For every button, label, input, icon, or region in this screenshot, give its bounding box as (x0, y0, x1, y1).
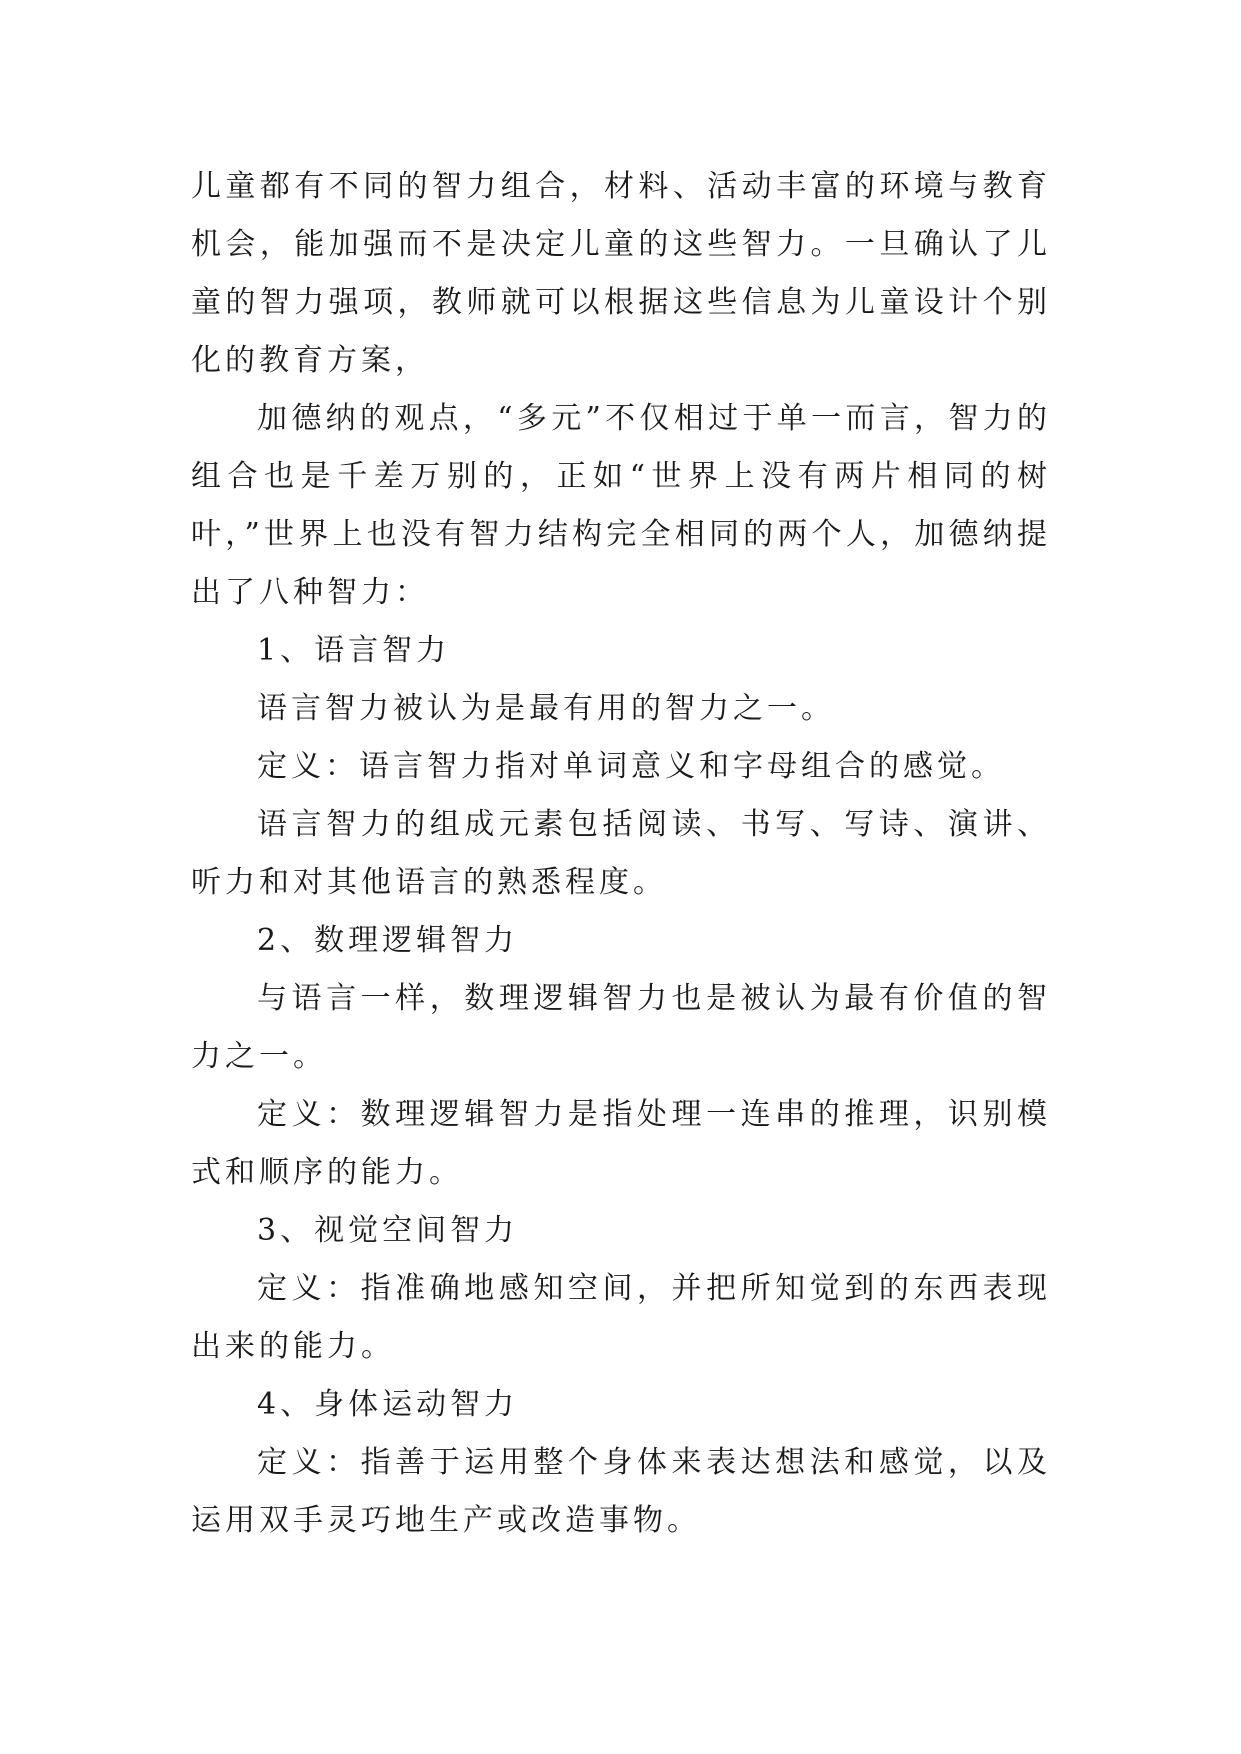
paragraph-linguistic-elements: 语言智力的组成元素包括阅读、书写、写诗、演讲、听力和对其他语言的熟悉程度。 (191, 807, 1051, 900)
paragraph-linguistic-definition: 定义：语言智力指对单词意义和字母组合的感觉。 (257, 749, 1005, 784)
paragraph-linguistic-value: 语言智力被认为是最有用的智力之一。 (257, 691, 835, 726)
heading-visual-spatial-intelligence: 3、视觉空间智力 (257, 1213, 519, 1248)
document-body (191, 158, 1051, 1550)
paragraph-intro-continuation: 儿童都有不同的智力组合，材料、活动丰富的环境与教育机会，能加强而不是决定儿童的这些智力。一旦确认了儿童的智力强项，教师就可以根据这些信息为儿童设计个别化的教育方案， (191, 169, 1051, 378)
paragraph-logical-definition: 定义：数理逻辑智力是指处理一连串的推理，识别模式和顺序的能力。 (191, 1097, 1051, 1190)
heading-linguistic-intelligence: 1、语言智力 (257, 633, 451, 668)
heading-bodily-kinesthetic-intelligence: 4、身体运动智力 (257, 1387, 519, 1422)
paragraph-spatial-definition: 定义：指准确地感知空间，并把所知觉到的东西表现出来的能力。 (191, 1271, 1051, 1364)
heading-logical-mathematical-intelligence: 2、数理逻辑智力 (257, 923, 519, 958)
paragraph-kinesthetic-definition: 定义：指善于运用整个身体来表达想法和感觉，以及运用双手灵巧地生产或改造事物。 (191, 1445, 1051, 1538)
paragraph-gardner-viewpoint: 加德纳的观点，“多元”不仅相过于单一而言，智力的组合也是千差万别的，正如“世界上没有两片相同的树叶，”世界上也没有智力结构完全相同的两个人，加德纳提出了八种智力： (191, 401, 1051, 610)
paragraph-logical-value: 与语言一样，数理逻辑智力也是被认为最有价值的智力之一。 (191, 981, 1051, 1074)
